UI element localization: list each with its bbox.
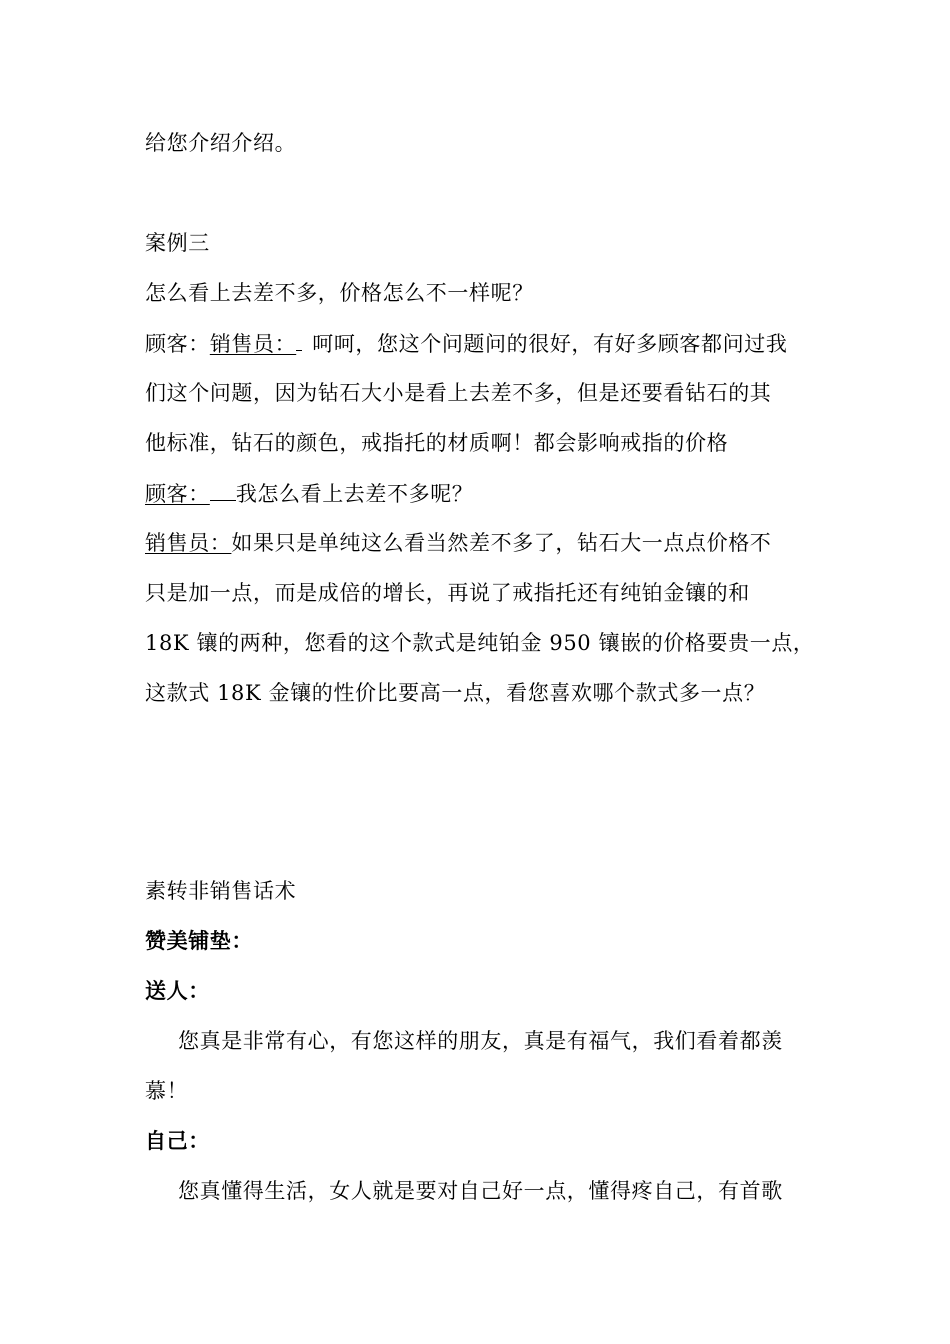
speaker-sales-label: 销售员： xyxy=(145,531,232,555)
section-title: 素转非销售话术 xyxy=(145,879,297,903)
case-title: 案例三 xyxy=(145,231,210,255)
text-line: 这款式 18K 金镶的性价比要高一点，看您喜欢哪个款式多一点？ xyxy=(145,681,766,705)
speaker-sales-label: 销售员： xyxy=(209,332,297,356)
praise-heading: 赞美铺垫： xyxy=(145,929,253,953)
text-line: 们这个问题，因为钻石大小是看上去差不多，但是还要看钻石的其 xyxy=(145,381,772,405)
text-line: 只是加一点，而是成倍的增长，再说了戒指托还有纯铂金镶的和 xyxy=(145,581,750,605)
underline-gap xyxy=(210,478,236,501)
text-line: 18K 镶的两种，您看的这个款式是纯铂金 950 镶嵌的价格要贵一点， xyxy=(145,631,815,655)
speaker-customer-label: 顾客： xyxy=(145,482,210,506)
text-line: 给您介绍介绍。 xyxy=(145,131,297,155)
customer-reply: 我怎么看上去差不多呢？ xyxy=(235,482,474,506)
underline-gap xyxy=(296,328,302,351)
dialogue-line xyxy=(145,528,771,558)
dialogue-line xyxy=(145,328,787,359)
self-heading: 自己： xyxy=(145,1129,210,1153)
self-paragraph: 您真懂得生活，女人就是要对自己好一点，懂得疼自己，有首歌 xyxy=(178,1179,783,1203)
text-line: 他标准，钻石的颜色，戒指托的材质啊！都会影响戒指的价格 xyxy=(145,431,729,455)
gift-heading: 送人： xyxy=(145,979,210,1003)
sales-reply: 呵呵，您这个问题问的很好，有好多顾客都问过我 xyxy=(312,332,788,356)
customer-question: 怎么看上去差不多，价格怎么不一样呢？ xyxy=(145,281,534,305)
gift-paragraph: 您真是非常有心，有您这样的朋友，真是有福气，我们看着都羡 xyxy=(178,1029,783,1053)
sales-reply: 如果只是单纯这么看当然差不多了，钻石大一点点价格不 xyxy=(231,531,772,555)
dialogue-line xyxy=(145,478,473,509)
speaker-customer-label: 顾客： xyxy=(145,332,210,356)
gift-paragraph-cont: 慕！ xyxy=(145,1079,189,1103)
